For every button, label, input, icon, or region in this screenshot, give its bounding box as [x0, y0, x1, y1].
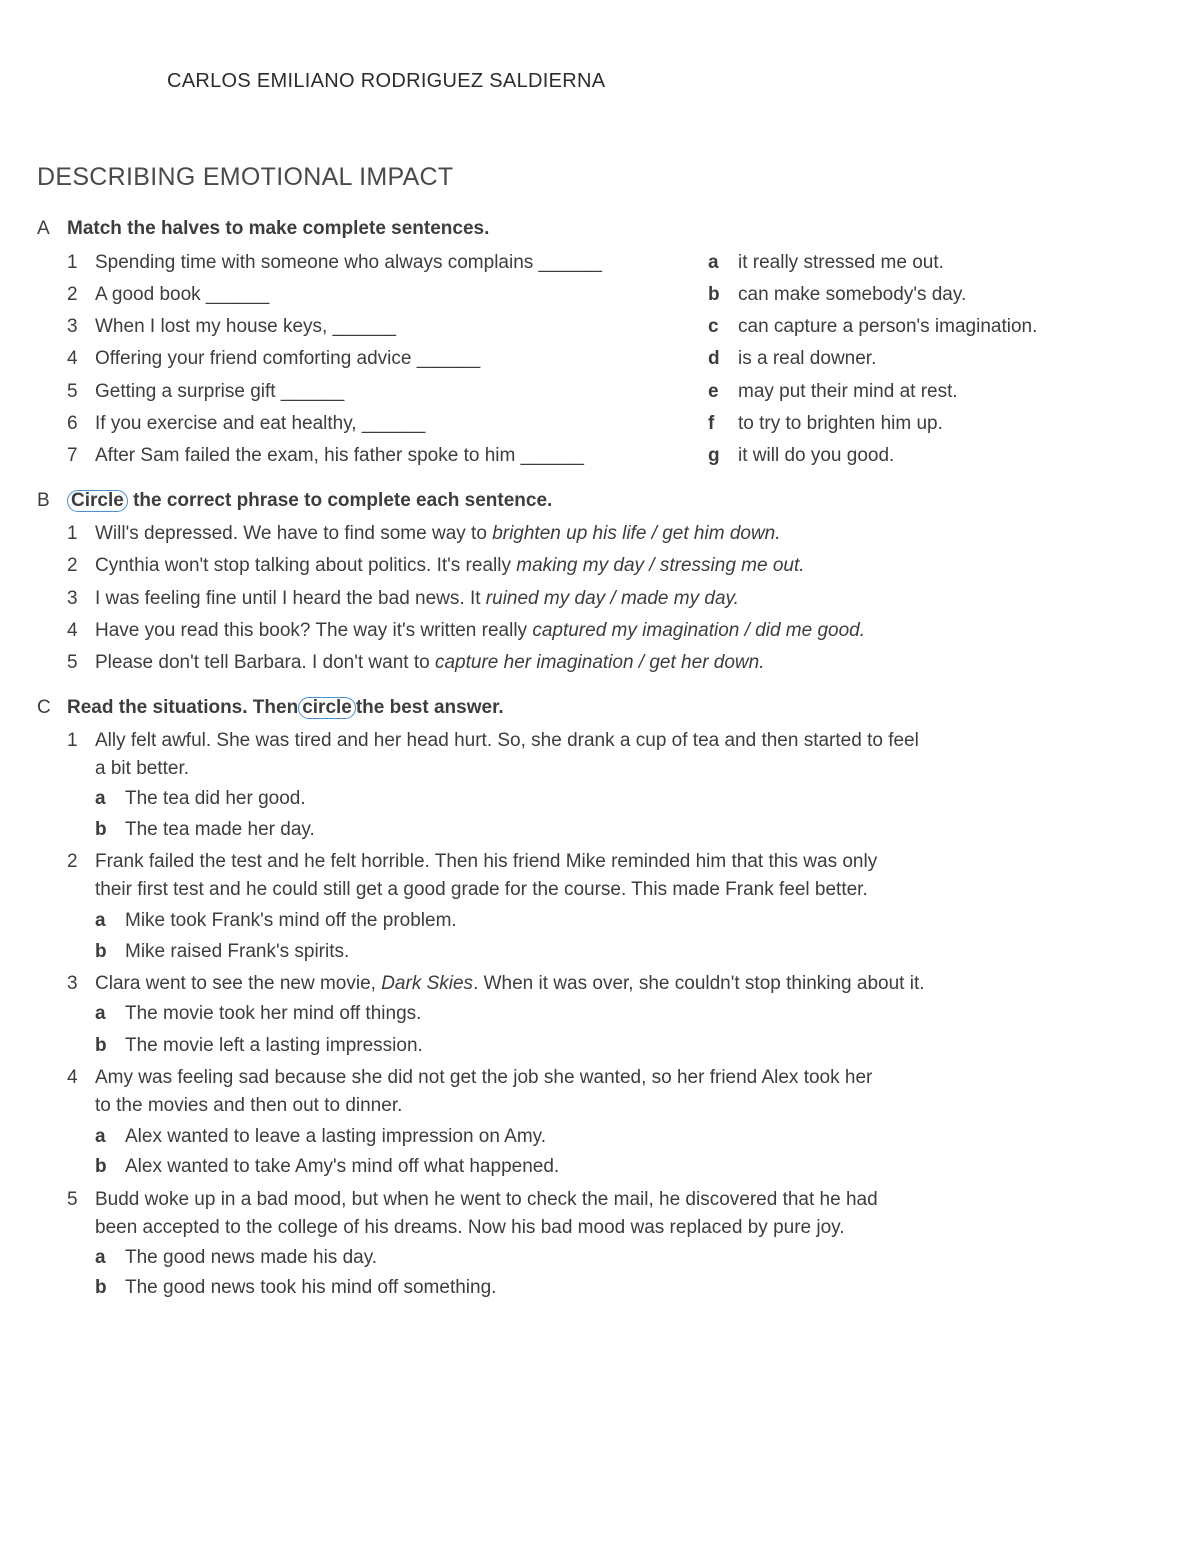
- item-number: 3: [67, 973, 78, 994]
- section-letter: B: [37, 490, 50, 511]
- item-text: is a real downer.: [738, 348, 877, 369]
- item-text: Will's depressed. We have to find some way to: [95, 523, 493, 544]
- item-letter: a: [708, 252, 719, 273]
- item-text-continued: a bit better.: [95, 758, 190, 779]
- option-text: The movie took her mind off things.: [125, 1003, 422, 1024]
- item-text-continued: been accepted to the college of his dreams. Now his bad mood was replaced by pure joy.: [95, 1217, 845, 1238]
- circled-word: circle: [298, 697, 356, 719]
- item-text: it will do you good.: [738, 445, 895, 466]
- item-number: 7: [67, 445, 78, 466]
- option-letter: b: [95, 941, 107, 962]
- item-text: Please don't tell Barbara. I don't want to: [95, 652, 435, 673]
- item-text: can capture a person's imagination.: [738, 316, 1038, 337]
- section-b-instruction: the correct phrase to complete each sentence.: [127, 490, 553, 511]
- item-text: If you exercise and eat healthy, ______: [95, 413, 426, 434]
- item-letter: b: [708, 284, 720, 305]
- option-letter: a: [95, 1126, 106, 1147]
- item-text: Cynthia won't stop talking about politics. It's really: [95, 555, 517, 576]
- option-text: Mike raised Frank's spirits.: [125, 941, 350, 962]
- circled-word: Circle: [67, 490, 128, 512]
- item-letter: d: [708, 348, 720, 369]
- item-number: 2: [67, 851, 78, 872]
- item-text: After Sam failed the exam, his father spoke to him ______: [95, 445, 584, 466]
- option-text: Mike took Frank's mind off the problem.: [125, 910, 457, 931]
- section-a-instruction: Match the halves to make complete sentences.: [67, 218, 490, 239]
- item-number: 1: [67, 730, 78, 751]
- item-choices: making my day / stressing me out.: [516, 555, 805, 576]
- item-number: 5: [67, 1189, 78, 1210]
- item-number: 1: [67, 523, 78, 544]
- section-letter: A: [37, 218, 50, 239]
- movie-title: Dark Skies: [381, 973, 474, 994]
- item-text: I was feeling fine until I heard the bad news. It: [95, 588, 486, 609]
- item-choices: captured my imagination / did me good.: [532, 620, 866, 641]
- option-letter: b: [95, 819, 107, 840]
- item-number: 2: [67, 284, 78, 305]
- section-c-instruction-post: the best answer.: [355, 697, 504, 718]
- section-c-heading: [37, 697, 504, 719]
- item-number: 5: [67, 652, 78, 673]
- option-text: The tea did her good.: [125, 788, 306, 809]
- item-choices: ruined my day / made my day.: [485, 588, 739, 609]
- item-number: 4: [67, 348, 78, 369]
- option-text: Alex wanted to take Amy's mind off what happened.: [125, 1156, 560, 1177]
- option-text: Alex wanted to leave a lasting impression on Amy.: [125, 1126, 547, 1147]
- item-letter: g: [708, 445, 720, 466]
- item-number: 3: [67, 588, 78, 609]
- option-letter: b: [95, 1156, 107, 1177]
- item-text: Clara went to see the new movie,: [95, 973, 382, 994]
- item-text: Amy was feeling sad because she did not get the job she wanted, so her friend Alex took her: [95, 1067, 873, 1088]
- student-name: CARLOS EMILIANO RODRIGUEZ SALDIERNA: [167, 70, 606, 92]
- item-text: Budd woke up in a bad mood, but when he went to check the mail, he discovered that he had: [95, 1189, 878, 1210]
- item-text-continued: to the movies and then out to dinner.: [95, 1095, 403, 1116]
- item-number: 2: [67, 555, 78, 576]
- item-text: may put their mind at rest.: [738, 381, 958, 402]
- option-text: The good news made his day.: [125, 1247, 378, 1268]
- item-text: . When it was over, she couldn't stop thinking about it.: [473, 973, 925, 994]
- option-letter: a: [95, 910, 106, 931]
- item-text: can make somebody's day.: [738, 284, 967, 305]
- item-choices: brighten up his life / get him down.: [492, 523, 781, 544]
- item-letter: c: [708, 316, 719, 337]
- option-letter: b: [95, 1277, 107, 1298]
- item-number: 1: [67, 252, 78, 273]
- item-text: Frank failed the test and he felt horrible. Then his friend Mike reminded him that this was only: [95, 851, 878, 872]
- option-text: The movie left a lasting impression.: [125, 1035, 423, 1056]
- item-text: Spending time with someone who always complains ______: [95, 252, 602, 273]
- item-text: Ally felt awful. She was tired and her head hurt. So, she drank a cup of tea and then started to feel: [95, 730, 919, 751]
- option-letter: a: [95, 788, 106, 809]
- item-text-continued: their first test and he could still get a good grade for the course. This made Frank feel better.: [95, 879, 868, 900]
- option-text: The good news took his mind off something.: [125, 1277, 497, 1298]
- item-number: 3: [67, 316, 78, 337]
- item-letter: f: [708, 413, 715, 434]
- item-text: Offering your friend comforting advice ______: [95, 348, 481, 369]
- item-number: 4: [67, 1067, 78, 1088]
- section-letter: C: [37, 697, 51, 718]
- section-b-heading: [37, 490, 552, 512]
- item-text: Getting a surprise gift ______: [95, 381, 345, 402]
- option-letter: b: [95, 1035, 107, 1056]
- item-text: A good book ______: [95, 284, 270, 305]
- item-text: it really stressed me out.: [738, 252, 944, 273]
- page-title: DESCRIBING EMOTIONAL IMPACT: [37, 163, 454, 191]
- section-a-heading: [37, 218, 489, 240]
- item-text: When I lost my house keys, ______: [95, 316, 396, 337]
- option-text: The tea made her day.: [125, 819, 315, 840]
- section-c-instruction-pre: Read the situations. Then: [67, 697, 299, 718]
- item-number: 4: [67, 620, 78, 641]
- option-letter: a: [95, 1247, 106, 1268]
- item-number: 6: [67, 413, 78, 434]
- item-number: 5: [67, 381, 78, 402]
- item-letter: e: [708, 381, 719, 402]
- item-text: to try to brighten him up.: [738, 413, 943, 434]
- option-letter: a: [95, 1003, 106, 1024]
- item-choices: capture her imagination / get her down.: [434, 652, 765, 673]
- item-text: Have you read this book? The way it's written really: [95, 620, 533, 641]
